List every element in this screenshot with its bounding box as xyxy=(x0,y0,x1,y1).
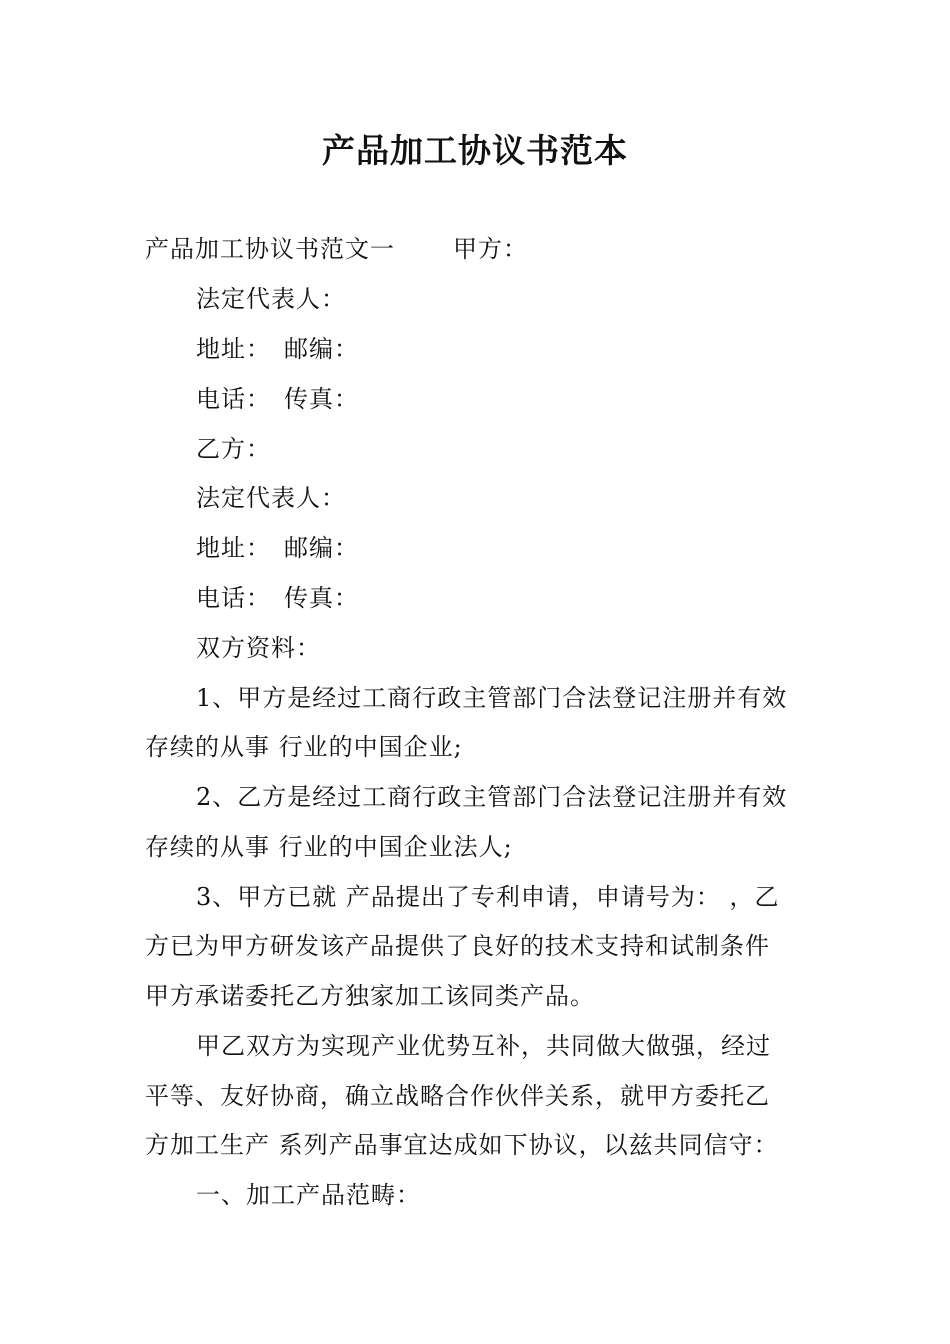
preamble-line-2: 平等、友好协商，确立战略合作伙伴关系，就甲方委托乙 xyxy=(145,1082,770,1110)
party-b-representative: 法定代表人： xyxy=(196,484,346,512)
section-1-heading: 一、加工产品范畴： xyxy=(196,1181,421,1209)
party-a-label: 甲方： xyxy=(453,235,528,263)
preamble-line-1: 甲乙双方为实现产业优势互补，共同做大做强，经过 xyxy=(196,1032,771,1060)
clause-3-line-1: 3、甲方已就 产品提出了专利申请，申请号为： ，乙 xyxy=(196,883,780,911)
clause-2-line-2: 存续的从事 行业的中国企业法人; xyxy=(145,833,513,861)
document-subtitle: 产品加工协议书范文一 xyxy=(145,235,395,263)
header-line xyxy=(145,224,528,274)
party-a-representative: 法定代表人： xyxy=(196,285,346,313)
clause-3-line-3: 甲方承诺委托乙方独家加工该同类产品。 xyxy=(145,982,595,1010)
clause-1-line-2: 存续的从事 行业的中国企业; xyxy=(145,733,463,761)
preamble-line-3: 方加工生产 系列产品事宜达成如下协议，以兹共同信守： xyxy=(145,1131,779,1159)
party-b-address: 地址： 邮编： xyxy=(196,534,359,562)
party-a-phone: 电话： 传真： xyxy=(196,385,359,413)
parties-info-heading: 双方资料： xyxy=(196,634,321,662)
clause-1-line-1: 1、甲方是经过工商行政主管部门合法登记注册并有效 xyxy=(196,684,788,712)
party-a-address: 地址： 邮编： xyxy=(196,335,359,363)
party-b-phone: 电话： 传真： xyxy=(196,584,359,612)
clause-2-line-1: 2、乙方是经过工商行政主管部门合法登记注册并有效 xyxy=(196,783,788,811)
party-b-label: 乙方： xyxy=(196,435,271,463)
clause-3-line-2: 方已为甲方研发该产品提供了良好的技术支持和试制条件 xyxy=(145,932,770,960)
document-title: 产品加工协议书范本 xyxy=(322,131,628,170)
